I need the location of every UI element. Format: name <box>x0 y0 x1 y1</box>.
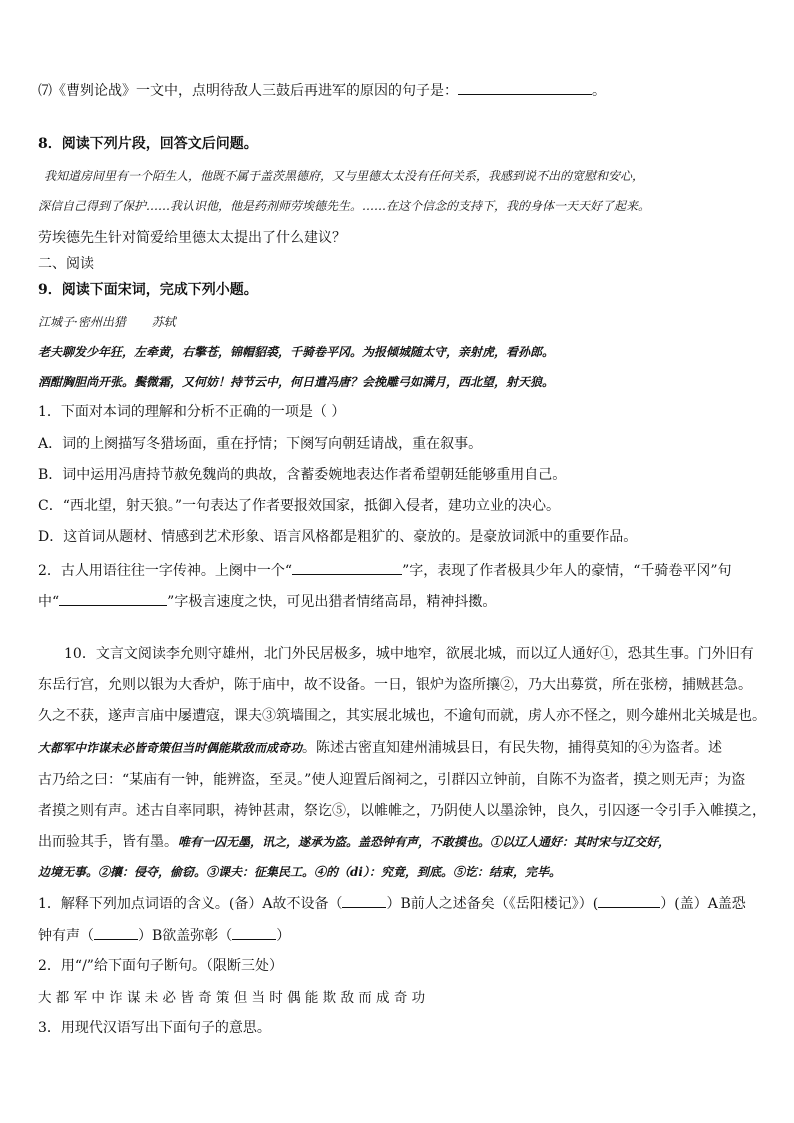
q9-option-d[interactable]: D．这首词从题材、情感到艺术形象、语言风格都是粗犷的、豪放的。是豪放词派中的重要作品。 <box>38 529 638 545</box>
q10-sub1-line-1 <box>38 893 746 914</box>
q9-sub2-part-c: 中“ <box>38 594 60 610</box>
q10-sub1-part-c: ）(盖）A盖恐 <box>660 896 746 912</box>
section-heading-reading: 二、阅读 <box>38 256 94 272</box>
q9-sub1: 1．下面对本词的理解和分析不正确的一项是（ ） <box>38 404 346 420</box>
q9-title: 9．阅读下面宋词，完成下列小题。 <box>38 282 258 298</box>
q9-sub2-blank-1[interactable] <box>292 560 402 575</box>
q9-option-a[interactable]: A．词的上阕描写冬猎场面，重在抒情；下阕写向朝廷请战，重在叙事。 <box>38 436 483 452</box>
q9-sub2-part-a: 2．古人用语往往一字传神。上阕中一个“ <box>38 563 293 579</box>
poem-title: 江城子·密州出猎 <box>38 315 126 329</box>
q8-title: 8．阅读下列片段，回答文后问题。 <box>38 136 258 152</box>
q9-sub2-line-2 <box>38 591 496 612</box>
q10-line-7 <box>38 832 670 852</box>
q10-sub1-part-d: 钟有声（ <box>38 928 94 944</box>
q9-sub2-part-d: ”字极言速度之快，可见出猎者情绪高昂，精神抖擞。 <box>167 594 497 610</box>
q10-sub1-line-2 <box>38 925 290 946</box>
q7-line <box>38 80 606 101</box>
q8-question: 劳埃德先生针对简爱给里德太太提出了什么建议？ <box>38 230 346 246</box>
poem-author: 苏轼 <box>151 315 176 329</box>
q9-sub2-line-1 <box>38 560 732 581</box>
q10-sub1-blank-4[interactable] <box>232 925 276 940</box>
q10-sub1-blank-3[interactable] <box>94 925 138 940</box>
poem-line-2: 酒酣胸胆尚开张。鬓微霜，又何妨！持节云中，何日遣冯唐？会挽雕弓如满月，西北望，射天狼。 <box>38 375 555 389</box>
q10-line-7-notes: 唯有一囚无墨，讯之，遂承为盗。盖恐钟有声，不敢摸也。①以辽人通好：其时宋与辽交好， <box>178 835 671 849</box>
q10-line-4-italic: 大都军中诈谋未必皆奇策但当时偶能欺敌而成奇功 <box>38 741 303 755</box>
poem-line-1: 老夫聊发少年狂，左牵黄，右擎苍，锦帽貂裘，千骑卷平冈。为报倾城随太守，亲射虎，看孙郎。 <box>38 345 555 359</box>
q10-line-6: 者摸之则有声。述古自率同职，祷钟甚肃，祭讫⑤，以帷帷之，乃阴使人以墨涂钟，良久，引囚逐一令引手入帷摸之， <box>38 803 766 819</box>
q10-line-7-a: 出而验其手，皆有墨。 <box>38 834 178 850</box>
q10-sub2: 2．用“/”给下面句子断句。（限断三处） <box>38 958 283 974</box>
q10-sub2-sentence: 大 都 军 中 诈 谋 未 必 皆 奇 策 但 当 时 偶 能 欺 敌 而 成 奇 功 <box>38 990 426 1006</box>
q8-passage-line-1: 我知道房间里有一个陌生人，他既不属于盖茨黑德府，又与里德太太没有任何关系，我感到说不出的宽慰和安心， <box>44 169 645 183</box>
q9-sub2-part-b: ”字，表现了作者极具少年人的豪情，“千骑卷平冈”句 <box>402 563 732 579</box>
q7-text: ⑺《曹刿论战》一文中，点明待敌人三鼓后再进军的原因的句子是： <box>38 83 458 99</box>
q7-end: 。 <box>592 83 606 99</box>
q8-passage-line-2: 深信自己得到了保护……我认识他，他是药剂师劳埃德先生。……在这个信念的支持下，我的身体一天天好了起来。 <box>38 199 651 213</box>
q10-line-2: 东岳行宫，允则以银为大香炉，陈于庙中，故不设备。一日，银炉为盗所攘②，乃大出募赏，所在张榜，捕贼甚急。 <box>38 677 752 693</box>
q10-line-1: 10．文言文阅读李允则守雄州，北门外民居极多，城中地窄，欲展北城，而以辽人通好①，恐其生事。门外旧有 <box>64 646 754 662</box>
q10-sub1-blank-1[interactable] <box>342 893 386 908</box>
q10-notes-line: 边境无事。②攘：侵夺，偷窃。③课夫：征集民工。④的（di）：究竟，到底。⑤讫：结束，完毕。 <box>38 865 561 879</box>
q10-sub1-part-e: ）B欲盖弥彰（ <box>138 928 233 944</box>
q9-sub2-blank-2[interactable] <box>59 591 167 606</box>
q10-sub3: 3．用现代汉语写出下面句子的意思。 <box>38 1020 271 1036</box>
poem-title-line <box>38 312 176 332</box>
q10-sub1-part-a: 1．解释下列加点词语的含义。(备）A故不设备（ <box>38 896 343 912</box>
q10-line-3: 久之不获，遂声言庙中屡遭寇，课夫③筑墙围之，其实展北城也，不逾旬而就，虏人亦不怪之，则今雄州北关城是也。 <box>38 708 766 724</box>
q10-line-5: 古乃给之曰：“某庙有一钟，能辨盗，至灵。”使人迎置后阁祠之，引群囚立钟前，自陈不为盗者，摸之则无声；为盗 <box>38 772 746 788</box>
q10-line-4-rest: 。陈述古密直知建州浦城县日，有民失物，捕得莫知的④为盗者。述 <box>302 740 723 756</box>
q10-sub1-blank-2[interactable] <box>598 893 660 908</box>
q10-sub1-part-f: ） <box>276 928 291 944</box>
q7-answer-blank[interactable] <box>458 80 592 95</box>
q9-option-b[interactable]: B．词中运用冯唐持节赦免魏尚的典故，含蓄委婉地表达作者希望朝廷能够重用自己。 <box>38 467 567 483</box>
q10-line-4 <box>38 738 722 758</box>
q9-option-c[interactable]: C．“西北望，射天狼。”一句表达了作者要报效国家，抵御入侵者，建功立业的决心。 <box>38 498 561 514</box>
q10-sub1-part-b: ）B前人之述备矣（《岳阳楼记》）( <box>386 896 599 912</box>
